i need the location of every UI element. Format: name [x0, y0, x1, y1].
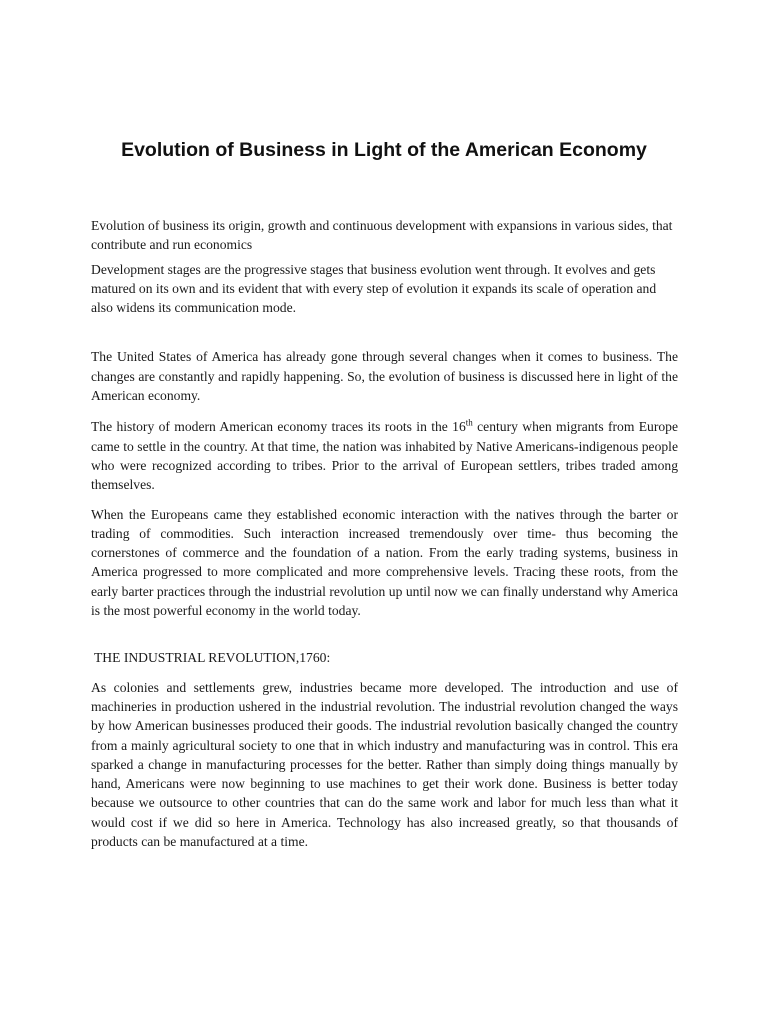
history-text-start: The history of modern American economy traces its roots in the 16 [91, 419, 466, 435]
industrial-revolution-paragraph: As colonies and settlements grew, industries became more developed. The introduction and use of machineries in production ushered in the industrial revolution. The industrial revolution changed the ways by how American businesses produced their goods. The industrial revolution basically changed the country from a mainly agricultural society to one that in which industry and manufacturing was in control. This era sparked a change in manufacturing processes for the better. Rather than simply doing things manually by hand, Americans were now beginning to use machines to get their work done. Business is better today because we outsource to other countries that can do the same work and labor for much less than what it would cost if we did so here in America. Technology has also increased greatly, so that thousands of products can be manufactured at a time. [91, 679, 678, 850]
history-text-end: century when migrants from Europe came to settle in the country. At that time, the nation was inhabited by Native Americans-indigenous people who were recognized according to tribes. Prior to the arrival of European settlers, tribes traded among themselves. [91, 419, 679, 493]
document-body [91, 216, 678, 851]
document-title: Evolution of Business in Light of the American Economy [121, 139, 647, 161]
history-superscript: th [465, 417, 473, 428]
us-business-paragraph: The United States of America has already gone through several changes when it comes to business. The changes are constantly and rapidly happening. So, the evolution of business is discussed here in light of the American economy. [91, 349, 678, 404]
section-heading: THE INDUSTRIAL REVOLUTION,1760: [94, 650, 331, 666]
intro-paragraph-2: Development stages are the progressive stages that business evolution went through. It evolves and gets matured on its own and its evident that with every step of evolution it expands its scale of operation and also widens its communication mode. [91, 261, 657, 316]
intro-paragraph-1: Evolution of business its origin, growth and continuous development with expansions in various sides, that contribute and run economics [91, 218, 673, 253]
history-paragraph [91, 417, 678, 494]
europeans-paragraph: When the Europeans came they established economic interaction with the natives through the barter or trading of commodities. Such interaction increased tremendously over time- thus becoming the cornerstones of commerce and the foundation of a nation. From the early trading systems, business in America progressed to more complicated and more comprehensive levels. Tracing these roots, from the early barter practices through the industrial revolution up until now we can finally understand why America is the most powerful economy in the world today. [91, 506, 678, 619]
